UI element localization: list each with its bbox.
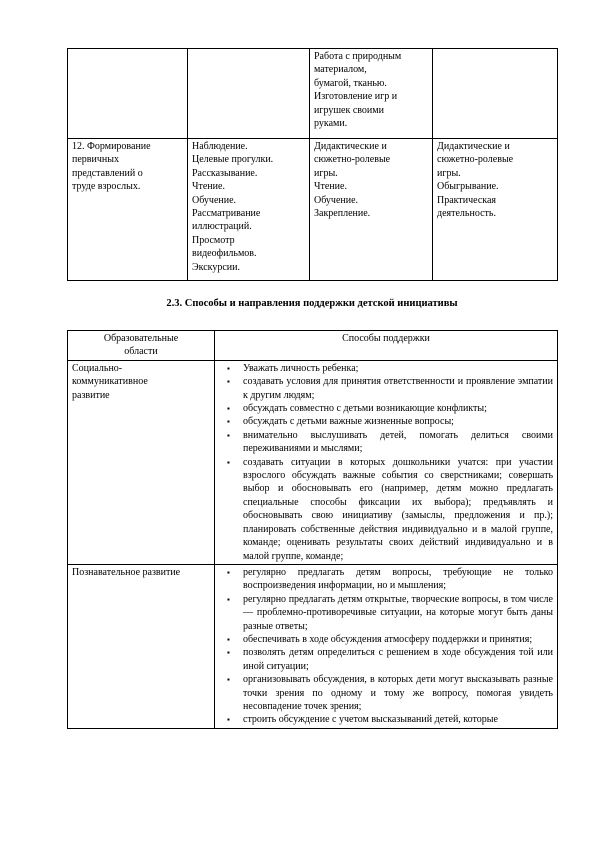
cell-line: материалом,: [314, 64, 367, 76]
header-line: Способы поддержки: [342, 333, 430, 344]
cell-line: сюжетно-ролевые: [437, 154, 514, 166]
cell-line: видеофильмов.: [192, 248, 257, 260]
table-cell: [433, 139, 558, 281]
cell-line: руками.: [314, 118, 348, 130]
list-item: ▪ регулярно предлагать детям открытые, творческие вопросы, в том числе — проблемно-противоречивые ситуации, на которые могут быть даны разные ответы;: [219, 593, 553, 633]
table-cell: [433, 49, 558, 139]
list-item: ▪ обсуждать совместно с детьми возникающие конфликты;: [219, 402, 553, 415]
table-cell: [310, 139, 433, 281]
cell-line: 12. Формирование: [72, 141, 151, 152]
area-cell: [68, 564, 215, 728]
cell-line: Закрепление.: [314, 208, 371, 220]
cell-line: Целевые прогулки.: [192, 154, 274, 166]
cell-line: Просмотр: [192, 234, 235, 246]
cell-line: Обыгрывание.: [437, 181, 499, 193]
table-header-row: [68, 331, 558, 361]
cell-line: Чтение.: [192, 181, 225, 193]
cell-line: Чтение.: [314, 181, 347, 193]
table-row: [68, 49, 558, 139]
methods-cell: [215, 564, 558, 728]
list-item: ▪ регулярно предлагать детям вопросы, требующие не только воспроизведения информации, но и мышления;: [219, 566, 553, 593]
cell-line: деятельность.: [437, 208, 496, 220]
list-item: ▪ Уважать личность ребенка;: [219, 362, 553, 375]
area-line: развитие: [72, 389, 110, 401]
area-cell: [68, 360, 215, 564]
header-line: Образовательные: [103, 333, 179, 344]
cell-line: Дидактические и: [314, 141, 387, 152]
cell-line: иллюстраций.: [192, 221, 252, 233]
list-item: ▪ внимательно выслушивать детей, помогать делиться своими переживаниями и мыслями;: [219, 429, 553, 456]
table-cell: [188, 49, 310, 139]
methods-cell: [215, 360, 558, 564]
table-cell: [188, 139, 310, 281]
cell-line: Обучение.: [314, 194, 359, 206]
cell-line: игры.: [314, 167, 338, 179]
cell-line: труде взрослых.: [72, 181, 141, 193]
cell-line: представлений о: [72, 167, 143, 179]
cell-line: Дидактические и: [437, 141, 510, 152]
cell-line: Рассматривание: [192, 208, 261, 220]
list-item: ▪ обеспечивать в ходе обсуждения атмосферу поддержки и принятия;: [219, 633, 553, 646]
column-header-areas: [68, 331, 215, 361]
initiative-support-table: [67, 330, 558, 729]
cell-line: Обучение.: [192, 194, 237, 206]
cell-line: Работа с природным: [314, 51, 402, 62]
header-line: области: [124, 346, 158, 358]
column-header-methods: [215, 331, 558, 361]
section-heading: 2.3. Способы и направления поддержки детской инициативы: [166, 298, 458, 309]
list-item: ▪ организовывать обсуждения, в которых дети могут высказывать разные точки зрения по одному и тому же вопросу, помогая увидеть несовпадение точек зрения;: [219, 673, 553, 713]
cell-line: Изготовление игр и: [314, 91, 398, 103]
cell-line: первичных: [72, 154, 119, 166]
list-item: ▪ создавать ситуации в которых дошкольники учатся: при участии взрослого обсуждать важные события со сверстниками; совершать выбор и обосновывать его (например, детям можно предлагать специальные способы фиксации их выбора); предъявлять и обосновывать свою инициативу (замыслы, предложения и пр.); планировать собственные действия индивидуально и в малой группе, команде; оценивать результаты своих действий индивидуально и в малой группе, команде;: [219, 456, 553, 563]
methods-list: [219, 566, 553, 727]
area-line: Познавательное развитие: [72, 566, 181, 578]
table-row: [68, 360, 558, 564]
cell-line: бумагой, тканью.: [314, 77, 387, 89]
list-item: ▪ создавать условия для принятия ответственности и проявление эмпатии к другим людям;: [219, 375, 553, 402]
table-cell: [68, 49, 188, 139]
cell-line: Наблюдение.: [192, 141, 248, 152]
cell-line: Рассказывание.: [192, 167, 258, 179]
area-line: Социально-: [72, 362, 123, 374]
cell-line: сюжетно-ролевые: [314, 154, 391, 166]
cell-line: Практическая: [437, 194, 497, 206]
table-cell: [68, 139, 188, 281]
list-item: ▪ позволять детям определиться с решением в ходе обсуждения той или иной ситуации;: [219, 646, 553, 673]
cell-line: игрушек своими: [314, 104, 384, 116]
cell-line: Экскурсии.: [192, 261, 241, 273]
activities-table: [67, 48, 558, 281]
area-line: коммуникативное: [72, 376, 148, 388]
table-cell: [310, 49, 433, 139]
list-item: ▪ строить обсуждение с учетом высказываний детей, которые: [219, 713, 553, 726]
methods-list: [219, 362, 553, 563]
list-item: ▪ обсуждать с детьми важные жизненные вопросы;: [219, 415, 553, 428]
table-row: [68, 139, 558, 281]
cell-line: игры.: [437, 167, 461, 179]
table-row: [68, 564, 558, 728]
